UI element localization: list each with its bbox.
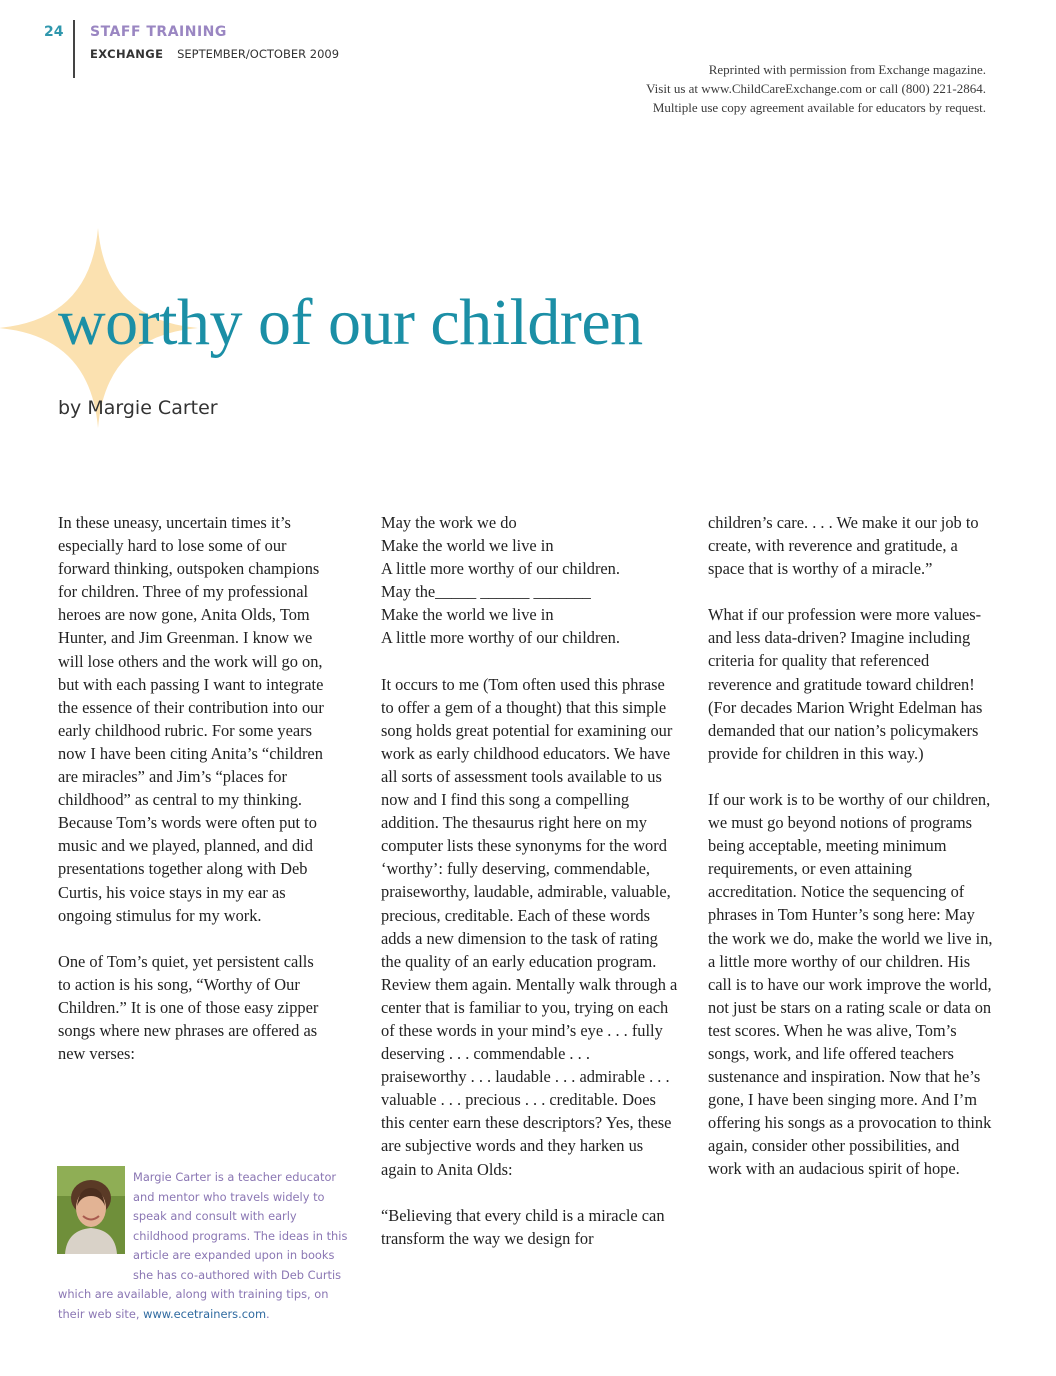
magazine-issue-line (90, 47, 339, 61)
article-title: worthy of our children (58, 286, 643, 359)
paragraph: If our work is to be worthy of our children, we must go beyond notions of programs being acceptable, meeting minimum requirements, or even attaining accreditation. Notice the sequencing of phrases in Tom Hunter’s song here: May the work we do, make the world we live in, a little more worthy of our children. His call is to have our work improve the world, not just be stars on a rating scale or data on test scores. When he was alive, Tom’s songs, work, and life offered teachers sustenance and inspiration. Now that he’s gone, I have been singing more. And I’m offering his songs as a provocation to think again, consider other possibilities, and work with an audacious spirit of hope. (708, 789, 993, 1179)
paragraph: children’s care. . . . We make it our job to create, with reverence and gratitude, a space that is worthy of a miracle.” (708, 513, 979, 579)
lyric-line: A little more worthy of our children. (381, 559, 620, 579)
paragraph: One of Tom’s quiet, yet persistent calls to action is his song, “Worthy of Our Children.” It is one of those easy zipper songs where new phrases are offered as new verses: (58, 951, 319, 1064)
lyric-line: Make the world we live in (381, 536, 554, 556)
reprint-line: Visit us at www.ChildCareExchange.com or call (800) 221-2864. (646, 81, 986, 96)
article-column-1 (58, 511, 326, 1088)
song-lyrics (381, 511, 679, 650)
issue-date: SEPTEMBER/OCTOBER 2009 (177, 47, 340, 61)
lyric-line: May the_____ ______ _______ (381, 582, 591, 602)
magazine-name: EXCHANGE (90, 47, 164, 61)
header-divider (73, 20, 75, 78)
author-bio (58, 1168, 354, 1324)
reprint-notice (466, 60, 986, 117)
article-column-3 (708, 511, 993, 1204)
lyric-line: A little more worthy of our children. (381, 628, 620, 648)
lyric-line: Make the world we live in (381, 605, 554, 625)
website-link[interactable]: www.ecetrainers.com (143, 1306, 267, 1321)
paragraph: What if our profession were more values- and less data-driven? Imagine including criteria for quality that referenced reverence and gratitude toward children! (For decades Marion Wright Edelman has demanded that our nation’s policymakers provide for children in this way.) (708, 605, 983, 763)
paragraph: It occurs to me (Tom often used this phrase to offer a gem of a thought) that this simple song holds great potential for examining our work as early childhood educators. We have all sorts of assessment tools available to us now and I find this song a compelling addition. The thesaurus right here on my computer lists these synonyms for the word ‘worthy’: fully deserving, commendable, praiseworthy, laudable, admirable, valuable, precious, creditable. Each of these words adds a new dimension to the task of rating the quality of an early education program. Review them again. Mentally walk through a center that is familiar to you, trying on each of these words in your mind’s eye . . . fully deserving . . . commendable . . . praiseworthy . . . laudable . . . admirable . . . valuable . . . precious . . . creditable. Does this center earn these descriptors? Yes, these are subjective words and they harken us again to Anita Olds: (381, 674, 678, 1179)
reprint-line: Reprinted with permission from Exchange magazine. (708, 62, 986, 77)
article-byline: by Margie Carter (58, 397, 218, 419)
bio-end: . (266, 1306, 270, 1321)
lyric-line: May the work we do (381, 513, 517, 532)
reprint-line: Multiple use copy agreement available for educators by request. (652, 100, 986, 115)
bio-text: Margie Carter is a teacher educator and mentor who travels widely to speak and consult with early childhood programs. The ideas in this article are expanded upon in books she has co-authored with Deb Curtis which are available, along with training tips, on their web site, (58, 1170, 348, 1321)
paragraph: In these uneasy, uncertain times it’s especially hard to lose some of our forward thinking, outspoken champions for children. Three of my professional heroes are now gone, Anita Olds, Tom Hunter, and Jim Greenman. I know we will lose others and the work will go on, but with each passing I want to integrate the essence of their contribution into our early childhood rubric. For some years now I have been citing Anita’s “children are miracles” and Jim’s “places for childhood” as central to my thinking. Because Tom’s words were often put to music and we played, planned, and did presentations together along with Deb Curtis, his voice stays in my ear as ongoing stimulus for my work. (58, 513, 324, 925)
section-label: STAFF TRAINING (90, 24, 227, 40)
paragraph: “Believing that every child is a miracle can transform the way we design for (381, 1205, 665, 1248)
page-number: 24 (44, 24, 64, 40)
article-column-2 (381, 511, 679, 1273)
